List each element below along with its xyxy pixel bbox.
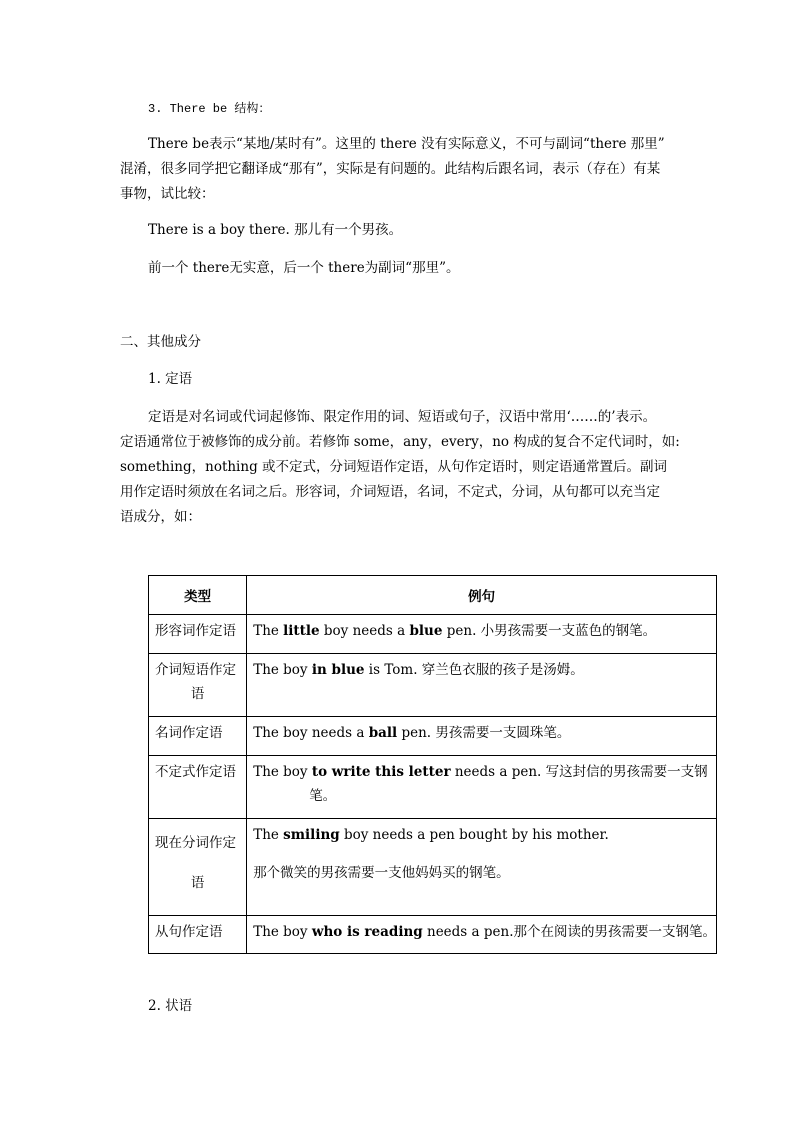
sub2-heading: 2. 状语 (148, 998, 193, 1014)
table-row (149, 819, 717, 916)
example-cell: The smiling boy needs a pen bought by his mother. 那个微笑的男孩需要一支他妈妈买的钢笔。 (247, 819, 717, 916)
type-cell: 不定式作定语 (149, 756, 247, 819)
section3-para-line-2: 混淆，很多同学把它翻译成“那有”，实际是有问题的。此结构后跟名词，表示（存在）有某 (120, 161, 661, 177)
attr-para-line: 语成分，如： (120, 509, 201, 525)
sub1-heading: 1. 定语 (148, 371, 193, 387)
part2-heading: 二、其他成分 (120, 334, 201, 350)
table-row (149, 615, 717, 654)
example-cell: The little boy needs a blue pen. 小男孩需要一支蓝色的钢笔。 (247, 615, 717, 654)
example-cell: The boy in blue is Tom. 穿兰色衣服的孩子是汤姆。 (247, 654, 717, 717)
attr-para-line: something，nothing 或不定式，分词短语作定语，从句作定语时，则定语通常置后。副词 (120, 459, 668, 475)
section3-heading: 3. There be 结构： (148, 102, 271, 116)
example-cell: The boy needs a ball pen. 男孩需要一支圆珠笔。 (247, 717, 717, 756)
section3-para-line-1: There be表示“某地/某时有”。这里的 there 没有实际意义，不可与副词“there 那里” (148, 136, 665, 152)
type-cell: 从句作定语 (149, 916, 247, 954)
section3-para-line-3: 事物，试比较： (120, 186, 215, 202)
section3-paragraph (120, 132, 680, 207)
table-row (149, 756, 717, 819)
table-row (149, 916, 717, 954)
example-line: There is a boy there. 那儿有一个男孩。 (148, 222, 403, 238)
type-cell: 现在分词作定 语 (149, 819, 247, 916)
table-row (149, 717, 717, 756)
attr-para-line: 定语是对名词或代词起修饰、限定作用的词、短语或句子，汉语中常用‘……的’表示。 (148, 409, 657, 425)
example-cell: The boy who is reading needs a pen.那个在阅读的男孩需要一支钢笔。 (247, 916, 717, 954)
attribute-paragraph (120, 405, 680, 530)
type-cell: 形容词作定语 (149, 615, 247, 654)
example-note: 前一个 there无实意，后一个 there为副词“那里”。 (148, 260, 460, 276)
table-row (149, 654, 717, 717)
type-cell: 介词短语作定 语 (149, 654, 247, 717)
header-example: 例句 (247, 576, 717, 615)
example-cell: The boy to write this letter needs a pen. 写这封信的男孩需要一支钢 笔。 (247, 756, 717, 819)
table-header-row (149, 576, 717, 615)
attr-para-line: 定语通常位于被修饰的成分前。若修饰 some，any，every，no 构成的复合不定代词时，如: (120, 434, 680, 450)
header-type: 类型 (149, 576, 247, 615)
attribute-examples-table (148, 575, 717, 954)
type-cell: 名词作定语 (149, 717, 247, 756)
attr-para-line: 用作定语时须放在名词之后。形容词，介词短语，名词，不定式，分词，从句都可以充当定 (120, 484, 660, 500)
